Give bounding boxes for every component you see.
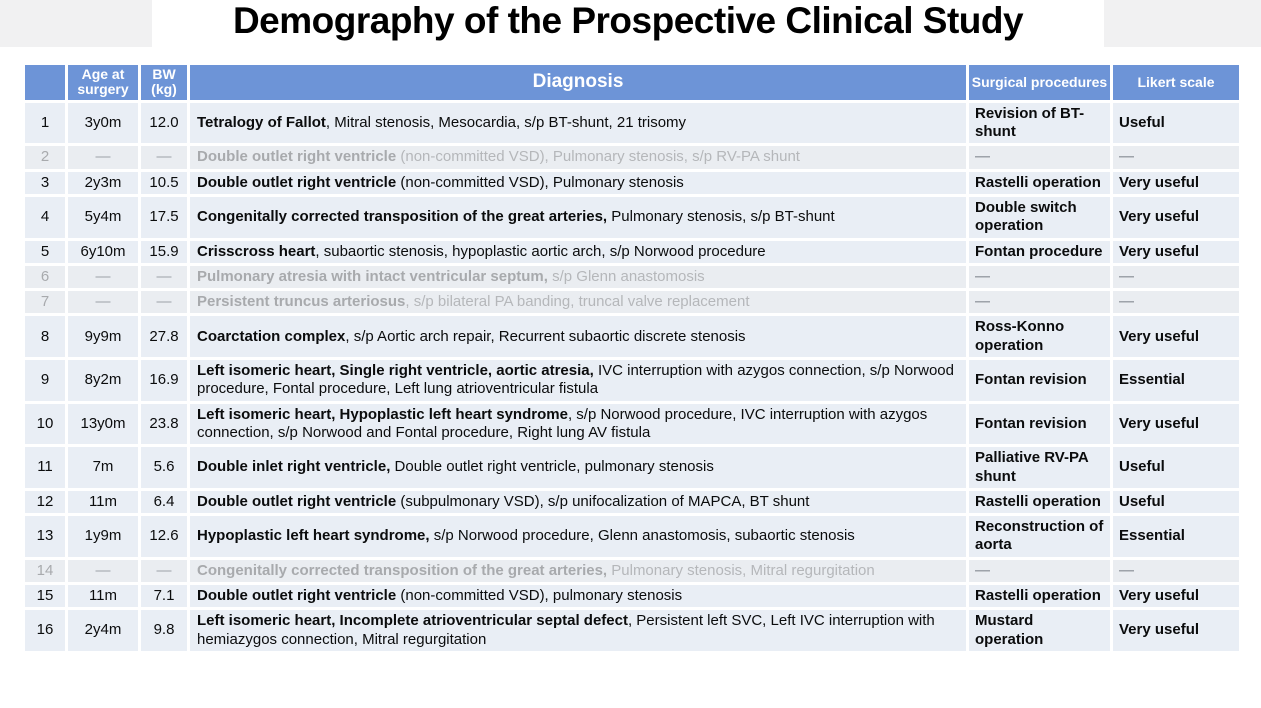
bw-cell: 23.8 — [141, 404, 187, 445]
header-bw-kg: BW (kg) — [141, 65, 187, 100]
likert-scale-cell: Very useful — [1113, 404, 1239, 445]
age-at-surgery-cell: 2y3m — [68, 172, 138, 194]
diagnosis-primary: Coarctation complex — [197, 327, 346, 345]
surgical-procedure-cell: Rastelli operation — [969, 585, 1110, 607]
diagnosis-cell — [190, 291, 966, 313]
diagnosis-secondary: , s/p Aortic arch repair, Recurrent subaortic discrete stenosis — [345, 327, 746, 345]
table-row — [25, 266, 1239, 288]
likert-scale-cell: Useful — [1113, 491, 1239, 513]
table-row — [25, 610, 1239, 651]
age-at-surgery-cell: 11m — [68, 491, 138, 513]
header-number — [25, 65, 65, 100]
diagnosis-secondary: (non-committed VSD), pulmonary stenosis — [396, 587, 683, 605]
table-row — [25, 585, 1239, 607]
age-at-surgery-cell: 5y4m — [68, 197, 138, 238]
row-number: 4 — [25, 197, 65, 238]
diagnosis-primary: Double outlet right ventricle — [197, 173, 397, 191]
diagnosis-secondary: s/p Glenn anastomosis — [547, 267, 705, 285]
age-at-surgery-cell: 13y0m — [68, 404, 138, 445]
bw-cell: 6.4 — [141, 491, 187, 513]
diagnosis-secondary: Double outlet right ventricle, pulmonary stenosis — [390, 458, 714, 476]
row-number: 9 — [25, 360, 65, 401]
age-at-surgery-cell: 2y4m — [68, 610, 138, 651]
table-row — [25, 197, 1239, 238]
surgical-procedure-cell: Rastelli operation — [969, 172, 1110, 194]
surgical-procedure-cell: Fontan revision — [969, 404, 1110, 445]
row-number: 3 — [25, 172, 65, 194]
table-row — [25, 360, 1239, 401]
diagnosis-cell — [190, 491, 966, 513]
diagnosis-primary: Congenitally corrected transposition of the great arteries, — [197, 561, 608, 579]
likert-scale-cell: Very useful — [1113, 172, 1239, 194]
diagnosis-secondary: , s/p Norwood procedure, IVC interruption with azygos connection, s/p Norwood and Fontal procedure, Right lung AV fistula — [197, 405, 928, 441]
row-number: 12 — [25, 491, 65, 513]
diagnosis-cell — [190, 447, 966, 488]
diagnosis-secondary: (non-committed VSD), Pulmonary stenosis, s/p RV-PA shunt — [396, 148, 800, 166]
row-number: 5 — [25, 241, 65, 263]
bw-cell: — — [141, 266, 187, 288]
demography-table-wrap — [22, 62, 1261, 654]
diagnosis-secondary: , subaortic stenosis, hypoplastic aortic arch, s/p Norwood procedure — [315, 242, 766, 260]
diagnosis-primary: Congenitally corrected transposition of the great arteries, — [197, 208, 608, 226]
table-row — [25, 491, 1239, 513]
surgical-procedure-cell: — — [969, 560, 1110, 582]
surgical-procedure-cell: Ross-Konno operation — [969, 316, 1110, 357]
header-surgical-procedures: Surgical procedures — [969, 65, 1110, 100]
likert-scale-cell: — — [1113, 266, 1239, 288]
table-row — [25, 316, 1239, 357]
likert-scale-cell: — — [1113, 146, 1239, 168]
diagnosis-cell — [190, 146, 966, 168]
table-row — [25, 146, 1239, 168]
likert-scale-cell: — — [1113, 291, 1239, 313]
table-row — [25, 516, 1239, 557]
bw-cell: — — [141, 560, 187, 582]
bw-cell: 5.6 — [141, 447, 187, 488]
diagnosis-primary: Hypoplastic left heart syndrome, — [197, 527, 430, 545]
row-number: 11 — [25, 447, 65, 488]
bw-cell: 16.9 — [141, 360, 187, 401]
age-at-surgery-cell: 3y0m — [68, 103, 138, 144]
table-row — [25, 404, 1239, 445]
page-title: Demography of the Prospective Clinical Study — [232, 0, 1024, 41]
diagnosis-cell — [190, 316, 966, 357]
diagnosis-primary: Left isomeric heart, Single right ventricle, aortic atresia, — [197, 362, 594, 380]
diagnosis-secondary: (non-committed VSD), Pulmonary stenosis — [396, 173, 684, 191]
table-row — [25, 241, 1239, 263]
diagnosis-cell — [190, 610, 966, 651]
diagnosis-cell — [190, 241, 966, 263]
row-number: 1 — [25, 103, 65, 144]
row-number: 2 — [25, 146, 65, 168]
age-at-surgery-cell: — — [68, 266, 138, 288]
surgical-procedure-cell: Double switch operation — [969, 197, 1110, 238]
table-row — [25, 447, 1239, 488]
diagnosis-primary: Pulmonary atresia with intact ventricular septum, — [197, 267, 548, 285]
header-age-at-surgery: Age at surgery — [68, 65, 138, 100]
diagnosis-primary: Persistent truncus arteriosus — [197, 293, 406, 311]
diagnosis-secondary: (subpulmonary VSD), s/p unifocalization of MAPCA, BT shunt — [396, 492, 810, 510]
likert-scale-cell: Useful — [1113, 447, 1239, 488]
title-band — [0, 0, 1261, 47]
row-number: 8 — [25, 316, 65, 357]
age-at-surgery-cell: — — [68, 291, 138, 313]
diagnosis-cell — [190, 197, 966, 238]
diagnosis-cell — [190, 103, 966, 144]
likert-scale-cell: Very useful — [1113, 241, 1239, 263]
diagnosis-primary: Tetralogy of Fallot — [197, 113, 326, 131]
table-body — [25, 103, 1239, 651]
diagnosis-secondary: Pulmonary stenosis, Mitral regurgitation — [607, 561, 875, 579]
bw-cell: 9.8 — [141, 610, 187, 651]
bw-cell: 17.5 — [141, 197, 187, 238]
bw-cell: 10.5 — [141, 172, 187, 194]
diagnosis-secondary: s/p Norwood procedure, Glenn anastomosis, subaortic stenosis — [429, 527, 855, 545]
row-number: 10 — [25, 404, 65, 445]
likert-scale-cell: Very useful — [1113, 585, 1239, 607]
likert-scale-cell: Useful — [1113, 103, 1239, 144]
title-box — [152, 0, 1104, 62]
bw-cell: 12.0 — [141, 103, 187, 144]
age-at-surgery-cell: 1y9m — [68, 516, 138, 557]
likert-scale-cell: Very useful — [1113, 197, 1239, 238]
row-number: 14 — [25, 560, 65, 582]
row-number: 7 — [25, 291, 65, 313]
table-row — [25, 172, 1239, 194]
table-header-row — [25, 65, 1239, 100]
row-number: 16 — [25, 610, 65, 651]
bw-cell: 12.6 — [141, 516, 187, 557]
surgical-procedure-cell: Fontan procedure — [969, 241, 1110, 263]
diagnosis-cell — [190, 172, 966, 194]
likert-scale-cell: Very useful — [1113, 610, 1239, 651]
diagnosis-secondary: , Mitral stenosis, Mesocardia, s/p BT-shunt, 21 trisomy — [325, 113, 687, 131]
row-number: 13 — [25, 516, 65, 557]
row-number: 6 — [25, 266, 65, 288]
surgical-procedure-cell: — — [969, 291, 1110, 313]
diagnosis-cell — [190, 585, 966, 607]
surgical-procedure-cell: — — [969, 146, 1110, 168]
surgical-procedure-cell: Reconstruction of aorta — [969, 516, 1110, 557]
surgical-procedure-cell: Revision of BT-shunt — [969, 103, 1110, 144]
surgical-procedure-cell: Rastelli operation — [969, 491, 1110, 513]
likert-scale-cell: Essential — [1113, 516, 1239, 557]
surgical-procedure-cell: — — [969, 266, 1110, 288]
age-at-surgery-cell: 7m — [68, 447, 138, 488]
diagnosis-cell — [190, 360, 966, 401]
diagnosis-secondary: , Persistent left SVC, Left IVC interruption with hemiazygos connection, Mitral regurgitation — [197, 612, 935, 648]
bw-cell: — — [141, 146, 187, 168]
diagnosis-primary: Double outlet right ventricle — [197, 492, 397, 510]
age-at-surgery-cell: 8y2m — [68, 360, 138, 401]
age-at-surgery-cell: — — [68, 560, 138, 582]
surgical-procedure-cell: Mustard operation — [969, 610, 1110, 651]
age-at-surgery-cell: 11m — [68, 585, 138, 607]
diagnosis-secondary: IVC interruption with azygos connection, s/p Norwood procedure, Fontal procedure, Left lung atrioventricular fistula — [197, 362, 954, 398]
diagnosis-primary: Crisscross heart — [197, 242, 316, 260]
likert-scale-cell: Essential — [1113, 360, 1239, 401]
age-at-surgery-cell: 6y10m — [68, 241, 138, 263]
diagnosis-primary: Double inlet right ventricle, — [197, 458, 391, 476]
surgical-procedure-cell: Palliative RV-PA shunt — [969, 447, 1110, 488]
bw-cell: 7.1 — [141, 585, 187, 607]
diagnosis-cell — [190, 516, 966, 557]
likert-scale-cell: — — [1113, 560, 1239, 582]
diagnosis-secondary: Pulmonary stenosis, s/p BT-shunt — [607, 208, 835, 226]
age-at-surgery-cell: 9y9m — [68, 316, 138, 357]
row-number: 15 — [25, 585, 65, 607]
header-diagnosis: Diagnosis — [190, 65, 966, 100]
diagnosis-primary: Double outlet right ventricle — [197, 148, 397, 166]
diagnosis-cell — [190, 560, 966, 582]
diagnosis-cell — [190, 266, 966, 288]
demography-table — [22, 62, 1242, 654]
diagnosis-primary: Left isomeric heart, Hypoplastic left heart syndrome — [197, 405, 568, 423]
bw-cell: 27.8 — [141, 316, 187, 357]
table-row — [25, 291, 1239, 313]
diagnosis-primary: Left isomeric heart, Incomplete atrioventricular septal defect — [197, 612, 628, 630]
bw-cell: — — [141, 291, 187, 313]
surgical-procedure-cell: Fontan revision — [969, 360, 1110, 401]
age-at-surgery-cell: — — [68, 146, 138, 168]
header-likert-scale: Likert scale — [1113, 65, 1239, 100]
bw-cell: 15.9 — [141, 241, 187, 263]
table-row — [25, 103, 1239, 144]
likert-scale-cell: Very useful — [1113, 316, 1239, 357]
table-row — [25, 560, 1239, 582]
diagnosis-cell — [190, 404, 966, 445]
diagnosis-secondary: , s/p bilateral PA banding, truncal valve replacement — [405, 293, 750, 311]
diagnosis-primary: Double outlet right ventricle — [197, 587, 397, 605]
